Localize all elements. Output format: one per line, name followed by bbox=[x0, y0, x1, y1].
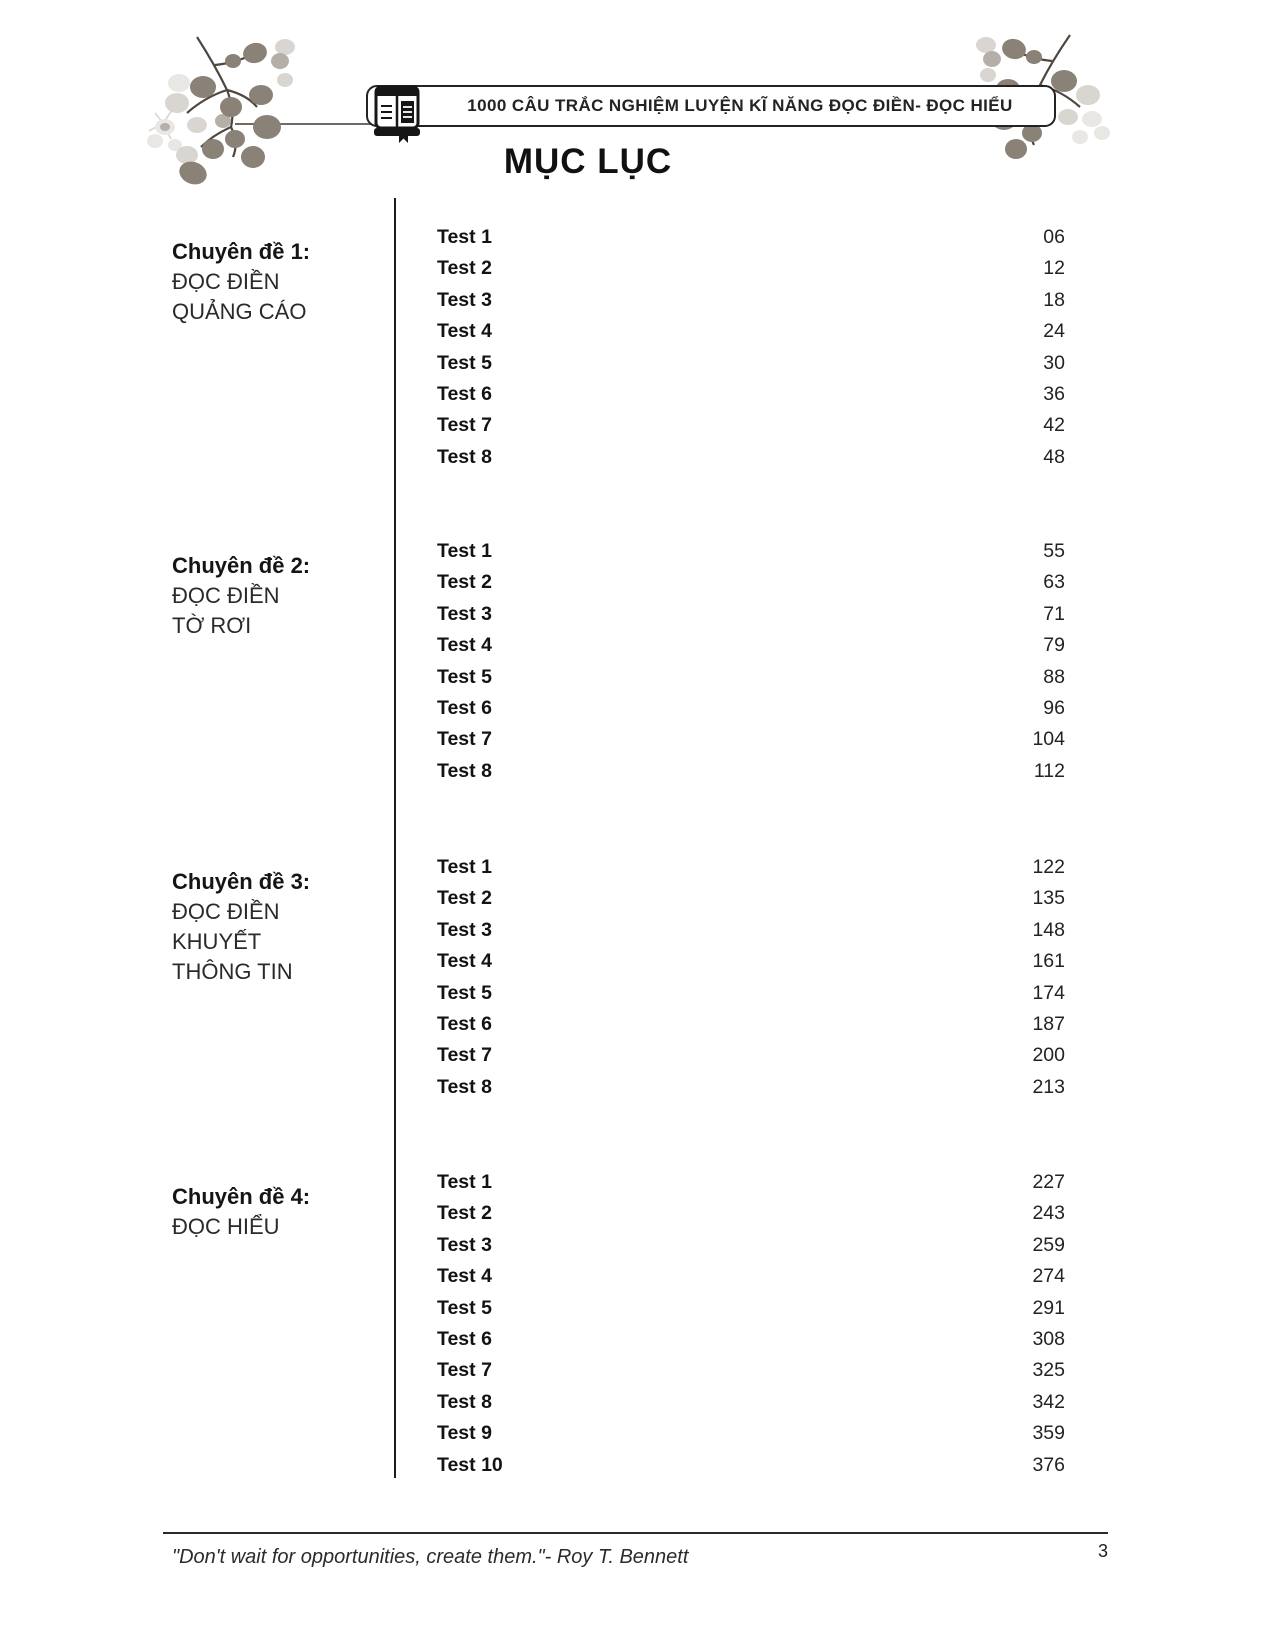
section-test-list bbox=[437, 852, 1065, 1103]
book-title-badge bbox=[366, 85, 1056, 127]
test-page-number: 274 bbox=[1032, 1265, 1065, 1288]
test-name: Test 7 bbox=[437, 414, 492, 437]
toc-entry bbox=[437, 756, 1065, 787]
section-title: Chuyên đề 4: bbox=[172, 1184, 311, 1209]
test-name: Test 8 bbox=[437, 445, 492, 468]
toc-entry bbox=[437, 1324, 1065, 1355]
test-name: Test 3 bbox=[437, 918, 492, 941]
test-page-number: 18 bbox=[1043, 288, 1065, 311]
toc-entry bbox=[437, 915, 1065, 946]
test-page-number: 63 bbox=[1043, 571, 1065, 594]
section-subtitle-line: ĐỌC ĐIỀN bbox=[172, 583, 280, 608]
toc-entry bbox=[437, 630, 1065, 661]
toc-entry bbox=[437, 883, 1065, 914]
test-page-number: 308 bbox=[1032, 1327, 1065, 1350]
section-subtitle-line: QUẢNG CÁO bbox=[172, 299, 307, 324]
toc-entry bbox=[437, 1167, 1065, 1198]
test-page-number: 104 bbox=[1032, 728, 1065, 751]
section-subtitle-line: ĐỌC ĐIỀN bbox=[172, 269, 280, 294]
toc-entry bbox=[437, 978, 1065, 1009]
test-name: Test 4 bbox=[437, 1265, 492, 1288]
test-page-number: 12 bbox=[1043, 257, 1065, 280]
section-label bbox=[172, 536, 407, 641]
toc-entry bbox=[437, 536, 1065, 567]
test-name: Test 3 bbox=[437, 1233, 492, 1256]
test-name: Test 1 bbox=[437, 226, 492, 248]
test-name: Test 2 bbox=[437, 257, 492, 280]
test-page-number: 243 bbox=[1032, 1202, 1065, 1225]
toc-entry bbox=[437, 662, 1065, 693]
test-page-number: 55 bbox=[1043, 540, 1065, 562]
section-label bbox=[172, 1167, 407, 1242]
section-title: Chuyên đề 3: bbox=[172, 869, 311, 894]
test-page-number: 174 bbox=[1032, 981, 1065, 1004]
test-name: Test 2 bbox=[437, 571, 492, 594]
test-name: Test 4 bbox=[437, 634, 492, 657]
toc-entry bbox=[437, 946, 1065, 977]
section-subtitle-line: ĐỌC ĐIỀN bbox=[172, 899, 280, 924]
toc-entry bbox=[437, 1040, 1065, 1071]
toc-entry bbox=[437, 1198, 1065, 1229]
test-name: Test 5 bbox=[437, 1296, 492, 1319]
toc-entry bbox=[437, 348, 1065, 379]
toc-entry bbox=[437, 410, 1065, 441]
test-page-number: 24 bbox=[1043, 320, 1065, 343]
test-page-number: 200 bbox=[1032, 1044, 1065, 1067]
page-title: MỤC LỤC bbox=[503, 142, 673, 181]
test-name: Test 1 bbox=[437, 856, 492, 878]
page-number: 3 bbox=[1097, 1541, 1108, 1561]
test-page-number: 291 bbox=[1032, 1296, 1065, 1319]
test-page-number: 342 bbox=[1032, 1390, 1065, 1413]
test-page-number: 213 bbox=[1032, 1075, 1065, 1098]
section-test-list bbox=[437, 1167, 1065, 1481]
footer-rule bbox=[163, 1532, 1108, 1534]
footer-quote: "Don't wait for opportunities, create them."- Roy T. Bennett bbox=[172, 1546, 689, 1568]
test-page-number: 96 bbox=[1043, 696, 1065, 719]
toc-entry bbox=[437, 1387, 1065, 1418]
test-name: Test 2 bbox=[437, 1202, 492, 1225]
floral-branch-icon-left bbox=[135, 35, 335, 190]
test-name: Test 10 bbox=[437, 1453, 503, 1476]
test-name: Test 4 bbox=[437, 950, 492, 973]
test-page-number: 06 bbox=[1043, 226, 1065, 248]
test-page-number: 36 bbox=[1043, 382, 1065, 405]
test-name: Test 8 bbox=[437, 759, 492, 782]
test-page-number: 148 bbox=[1032, 918, 1065, 941]
content-divider-line bbox=[394, 198, 396, 1478]
test-page-number: 122 bbox=[1032, 856, 1065, 878]
toc-entry bbox=[437, 222, 1065, 253]
section-title: Chuyên đề 1: bbox=[172, 239, 311, 264]
test-page-number: 79 bbox=[1043, 634, 1065, 657]
test-name: Test 2 bbox=[437, 887, 492, 910]
test-name: Test 1 bbox=[437, 540, 492, 562]
test-name: Test 5 bbox=[437, 981, 492, 1004]
test-page-number: 112 bbox=[1033, 759, 1065, 782]
toc-entry bbox=[437, 567, 1065, 598]
toc-entry bbox=[437, 1009, 1065, 1040]
book-icon bbox=[372, 84, 422, 144]
toc-entry bbox=[437, 442, 1065, 473]
toc-entry bbox=[437, 1418, 1065, 1449]
toc-entry bbox=[437, 724, 1065, 755]
test-name: Test 9 bbox=[437, 1422, 492, 1445]
toc-entry bbox=[437, 599, 1065, 630]
section-subtitle-line: KHUYẾT bbox=[172, 929, 262, 954]
test-name: Test 7 bbox=[437, 728, 492, 751]
toc-entry bbox=[437, 1072, 1065, 1103]
test-name: Test 6 bbox=[437, 382, 492, 405]
toc-entry bbox=[437, 1293, 1065, 1324]
test-name: Test 4 bbox=[437, 320, 492, 343]
section-label bbox=[172, 852, 407, 987]
toc-entry bbox=[437, 852, 1065, 883]
test-name: Test 1 bbox=[437, 1171, 492, 1193]
test-page-number: 71 bbox=[1043, 602, 1065, 625]
toc-entry bbox=[437, 1230, 1065, 1261]
toc-entry bbox=[437, 693, 1065, 724]
section-subtitle-line: THÔNG TIN bbox=[172, 959, 293, 984]
toc-entry bbox=[437, 285, 1065, 316]
test-page-number: 42 bbox=[1043, 414, 1065, 437]
section-title: Chuyên đề 2: bbox=[172, 553, 311, 578]
test-page-number: 88 bbox=[1043, 665, 1065, 688]
test-name: Test 6 bbox=[437, 696, 492, 719]
test-name: Test 6 bbox=[437, 1327, 492, 1350]
test-page-number: 259 bbox=[1032, 1233, 1065, 1256]
section-subtitle-line: TỜ RƠI bbox=[172, 613, 252, 638]
toc-entry bbox=[437, 1355, 1065, 1386]
section-test-list bbox=[437, 222, 1065, 473]
test-name: Test 3 bbox=[437, 288, 492, 311]
test-page-number: 161 bbox=[1032, 950, 1065, 973]
test-page-number: 30 bbox=[1043, 351, 1065, 374]
test-name: Test 8 bbox=[437, 1390, 492, 1413]
section-label bbox=[172, 222, 407, 327]
section-subtitle-line: ĐỌC HIỂU bbox=[172, 1214, 280, 1239]
toc-entry bbox=[437, 379, 1065, 410]
test-name: Test 5 bbox=[437, 665, 492, 688]
test-name: Test 6 bbox=[437, 1012, 492, 1035]
test-page-number: 227 bbox=[1032, 1171, 1065, 1193]
test-page-number: 359 bbox=[1032, 1422, 1065, 1445]
toc-entry bbox=[437, 253, 1065, 284]
toc-entry bbox=[437, 1450, 1065, 1481]
book-title: 1000 CÂU TRẮC NGHIỆM LUYỆN KĨ NĂNG ĐỌC ĐIỀN- ĐỌC HIỂU bbox=[467, 96, 1013, 115]
section-test-list bbox=[437, 536, 1065, 787]
toc-entry bbox=[437, 316, 1065, 347]
test-name: Test 8 bbox=[437, 1075, 492, 1098]
test-page-number: 376 bbox=[1032, 1453, 1065, 1476]
test-page-number: 135 bbox=[1032, 887, 1065, 910]
test-page-number: 187 bbox=[1032, 1012, 1065, 1035]
test-name: Test 7 bbox=[437, 1359, 492, 1382]
test-page-number: 48 bbox=[1043, 445, 1065, 468]
test-name: Test 5 bbox=[437, 351, 492, 374]
test-name: Test 7 bbox=[437, 1044, 492, 1067]
test-name: Test 3 bbox=[437, 602, 492, 625]
test-page-number: 325 bbox=[1032, 1359, 1065, 1382]
toc-entry bbox=[437, 1261, 1065, 1292]
